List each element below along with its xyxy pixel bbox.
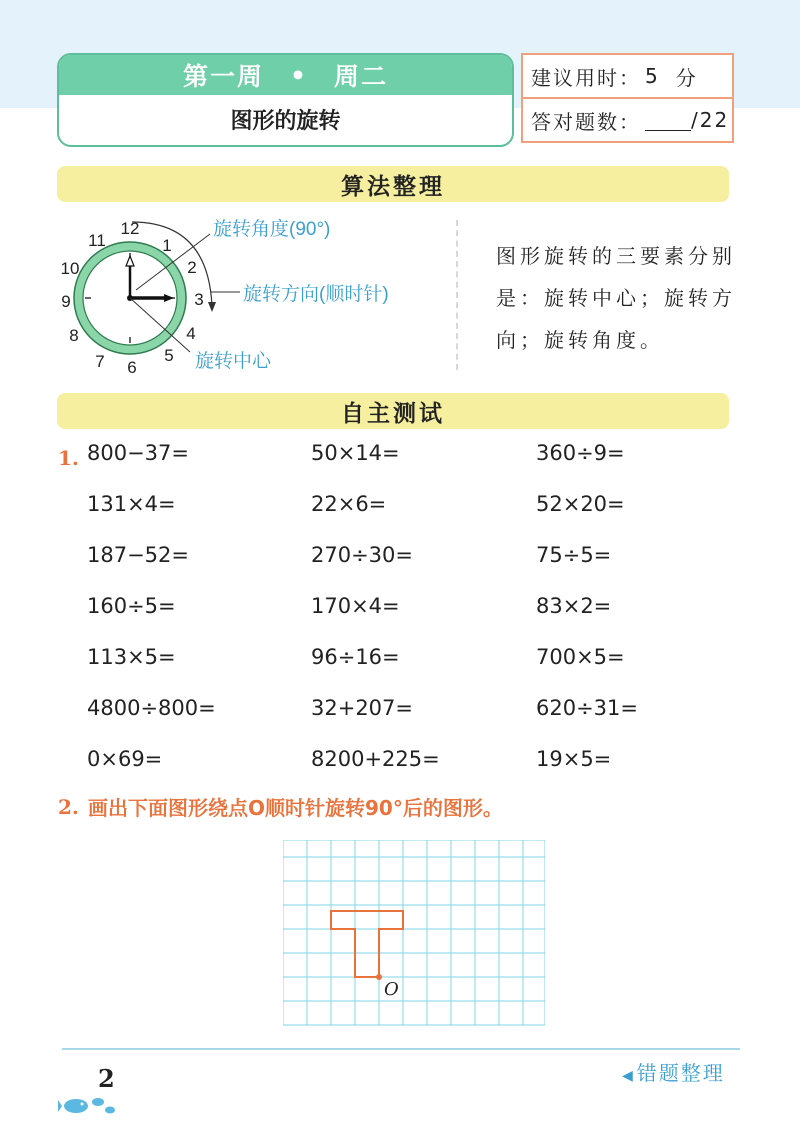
problem-r4-c1: 160÷5=: [87, 594, 176, 618]
time-value: 5: [645, 64, 660, 88]
score-blank[interactable]: [645, 110, 691, 131]
problem-r4-c2: 170×4=: [311, 594, 400, 618]
question-1-number: 1.: [58, 446, 79, 470]
problem-r3-c2: 270÷30=: [311, 543, 413, 567]
problem-r5-c1: 113×5=: [87, 645, 176, 669]
clock-number-7: 7: [95, 352, 105, 371]
suggested-time-row: [523, 55, 732, 97]
time-score-box: [521, 53, 734, 143]
lesson-title: 图形的旋转: [230, 108, 341, 134]
rotation-elements-note: 图形旋转的三要素分别是：旋转中心；旋转方向；旋转角度。: [496, 244, 736, 352]
label-rotation-angle: 旋转角度(90°): [213, 219, 331, 240]
label-rotation-direction: 旋转方向(顺时针): [243, 284, 389, 305]
point-o-dot: [376, 974, 382, 980]
fish-decoration-icon: [58, 1088, 128, 1118]
point-o-label: O: [384, 979, 399, 1000]
page-number: 2: [98, 1064, 115, 1093]
clock-number-1: 1: [162, 236, 172, 255]
problem-r2-c2: 22×6=: [311, 492, 387, 516]
mistake-collection-link[interactable]: [622, 1057, 725, 1086]
footer-divider: [62, 1048, 740, 1050]
clock-number-9: 9: [61, 292, 71, 311]
problem-r3-c3: 75÷5=: [536, 543, 612, 567]
problem-r1-c2: 50×14=: [311, 441, 400, 465]
time-unit: 分: [675, 65, 698, 90]
clock-number-8: 8: [69, 326, 79, 345]
question-2-text: 画出下面图形绕点O顺时针旋转90°后的图形。: [88, 796, 503, 820]
dashed-divider: [456, 220, 458, 370]
clock-number-6: 6: [127, 358, 137, 377]
problem-r4-c3: 83×2=: [536, 594, 612, 618]
day-label: 周二: [333, 62, 388, 91]
problem-r6-c1: 4800÷800=: [87, 696, 216, 720]
lesson-header: [57, 53, 514, 147]
t-shape-figure: [331, 911, 403, 977]
clock-number-12: 12: [120, 219, 140, 238]
problem-r1-c1: 800−37=: [87, 441, 189, 465]
problem-r2-c3: 52×20=: [536, 492, 625, 516]
clock-number-10: 10: [60, 259, 80, 278]
problem-r7-c3: 19×5=: [536, 747, 612, 771]
section-title-self-test: 自主测试: [57, 393, 729, 429]
score-label: 答对题数：: [531, 109, 641, 134]
mistake-label: 错题整理: [636, 1061, 725, 1085]
score-total: /22: [691, 108, 730, 132]
week-day-bar: [59, 55, 512, 95]
question-2-number: 2.: [58, 795, 79, 819]
problem-r6-c3: 620÷31=: [536, 696, 638, 720]
clock-number-2: 2: [187, 258, 197, 277]
clock-number-3: 3: [194, 290, 204, 309]
problem-r5-c3: 700×5=: [536, 645, 625, 669]
problem-r5-c2: 96÷16=: [311, 645, 400, 669]
clock-number-4: 4: [186, 324, 196, 343]
clock-diagram: [50, 210, 460, 385]
left-triangle-icon: ◀: [622, 1068, 635, 1084]
week-label: 第一周: [182, 62, 264, 91]
problem-r7-c1: 0×69=: [87, 747, 163, 771]
arc-arrow-down-icon: [208, 302, 216, 312]
problem-r1-c3: 360÷9=: [536, 441, 625, 465]
label-rotation-center: 旋转中心: [195, 351, 272, 372]
score-row: [523, 97, 732, 141]
clock-number-11: 11: [88, 231, 106, 250]
problem-r7-c2: 8200+225=: [311, 747, 440, 771]
problem-r2-c1: 131×4=: [87, 492, 176, 516]
separator-dot: •: [290, 60, 308, 90]
problem-r3-c1: 187−52=: [87, 543, 189, 567]
rotation-grid: [283, 840, 545, 1026]
problem-r6-c2: 32+207=: [311, 696, 413, 720]
section-title-algorithm: 算法整理: [57, 166, 729, 202]
clock-number-5: 5: [164, 346, 174, 365]
time-label: 建议用时：: [531, 65, 641, 90]
